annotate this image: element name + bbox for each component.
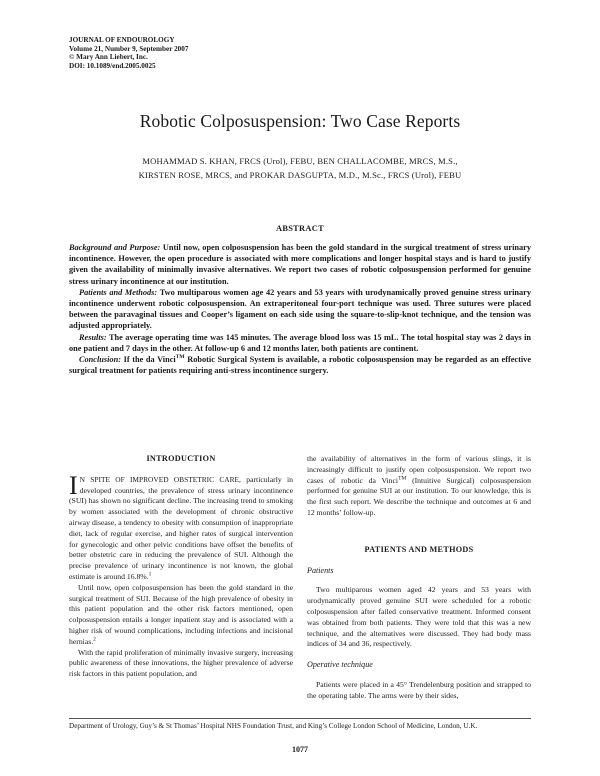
abstract-conclusion-label: Conclusion: [79, 355, 121, 365]
journal-doi: DOI: 10.1089/end.2005.0025 [69, 61, 156, 70]
abstract-conclusion-text-1: If the da Vinci [120, 355, 176, 365]
right-column [307, 454, 531, 702]
abstract-patients-text: Two multiparous women age 42 years and 53 years with urodynamically proved genuine stress urinary incontinence underwent robotic colposuspension. An extraperitoneal four-port technique was used. Three sutures were placed between the paravaginal tissues and Cooper’s ligament on each side using the square-to-slip-knot technique, and the tension was adjusted appropriately. [69, 287, 531, 331]
affiliation-footnote: Department of Urology, Guy’s & St Thomas’ Hospital NHS Foundation Trust, and King’s College London School of Medicine, London, U.K. [69, 722, 478, 730]
intro-paragraph-2 [69, 583, 293, 648]
author-list [60, 154, 540, 182]
abstract-conclusion [69, 354, 531, 376]
intro-p3-cont-text-2: (Intuitive Surgical) colposuspension performed for genuine SUI at our institution. To our knowledge, this is the first such report. We describe the technique and outcomes at 6 and 12 months’ follow-up. [307, 475, 531, 517]
footnote-divider [69, 718, 531, 719]
drop-cap: I [69, 470, 78, 500]
operative-subheading: Operative technique [307, 660, 373, 670]
journal-header [69, 36, 188, 70]
intro-smallcaps: N SPITE OF IMPROVED OBSTETRIC CARE, [79, 474, 241, 484]
methods-heading: PATIENTS AND METHODS [364, 544, 474, 554]
reference-2: 2 [93, 636, 96, 643]
abstract-background-label: Background and Purpose: [69, 243, 161, 252]
patients-subheading: Patients [307, 565, 334, 575]
abstract-background [69, 242, 531, 287]
trademark-mark: TM [175, 354, 185, 361]
abstract-results-text: The average operating time was 145 minutes. The average blood loss was 15 mL. The total hospital stay was 2 days in one patient and 7 days in the other. At follow-up 6 and 12 months later, both patients are continent. [69, 332, 531, 353]
journal-volume: Volume 21, Number 9, September 2007 [69, 44, 189, 53]
trademark-mark-2: TM [398, 475, 407, 482]
abstract-results [69, 332, 531, 354]
abstract-results-label: Results: [79, 332, 107, 342]
author-line-1: MOHAMMAD S. KHAN, FRCS (Urol), FEBU, BEN CHALLACOMBE, MRCS, M.S., [142, 156, 458, 166]
journal-copyright: © Mary Ann Liebert, Inc. [69, 53, 148, 62]
intro-p2-text: Until now, open colposuspension has been the gold standard in the surgical treatment of SUI. Because of the high prevalence of obesity in this patient population and the other risk factors mentioned, open colposuspension entails a longer inpatient stay and is associated with a higher risk of wound complications, including infections and incisional hernias. [69, 582, 293, 646]
intro-p1-text: particularly in developed countries, the prevalence of stress urinary incontinence (SUI) has shown no significant decline. The increasing trend to smoking by women associated with the development of chronic obstructive airway disease, a tendency to obesity with consumption of inappropriate diet, lack of regular exercise, and higher rates of surgical intervention for gynecologic and other pelvic conditions have offset the benefits of better obstetric care in reducing the prevalence of SUI. Although the precise prevalence of urinary incontinence is not known, the global estimate is around 16.8%. [69, 474, 293, 581]
intro-paragraph-1 [69, 470, 293, 583]
intro-paragraph-3-continued [307, 454, 531, 519]
author-line-2: KIRSTEN ROSE, MRCS, and PROKAR DASGUPTA, M.D., M.Sc., FRCS (Urol), FEBU [138, 170, 462, 180]
abstract-background-text: Until now, open colposuspension has been the gold standard in the surgical treatment of stress urinary incontinence. However, the open procedure is associated with more complications and longer hospital stays and is hard to justify given the availability of minimally invasive alternatives. We report two cases of robotic colposuspension performed for genuine stress urinary incontinence at our institution. [69, 243, 532, 286]
left-column [69, 454, 293, 680]
journal-name: JOURNAL OF ENDOUROLOGY [69, 36, 175, 44]
reference-1: 1 [148, 571, 152, 578]
abstract-patients [69, 287, 531, 332]
intro-paragraph-3: With the rapid proliferation of minimally invasive surgery, increasing public awareness of these innovations, the higher prevalence of adverse risk factors in this patient population, and [69, 647, 293, 679]
abstract-patients-label: Patients and Methods: [79, 287, 158, 297]
abstract-conclusion-text-2: Robotic Surgical System is available, a robotic colposuspension may be regarded as an effective surgical treatment for patients requiring anti-stress incontinence surgery. [69, 355, 532, 376]
page-number: 1077 [292, 745, 308, 754]
intro-p3-cont-text: the availability of alternatives in the form of various slings, it is increasingly difficult to justify open colposuspension. We report two cases of robotic da Vinci [307, 454, 531, 485]
patients-paragraph: Two multiparous women aged 42 years and 53 years with urodynamically proved genuine SUI were scheduled for a robotic colposuspension after failed conservative treatment. Informed consent was obtained from both patients. They were told that this was a new technique, and the alternatives were discussed. They had body mass indices of 34 and 36, respectively. [307, 585, 531, 649]
introduction-heading: INTRODUCTION [146, 454, 216, 463]
abstract-body [69, 242, 531, 376]
operative-paragraph: Patients were placed in a 45° Trendelenburg position and strapped to the operating table. The arms were by their sides, [307, 679, 531, 700]
article-title: Robotic Colposuspension: Two Case Reports [139, 111, 461, 131]
abstract-heading: ABSTRACT [275, 224, 324, 233]
